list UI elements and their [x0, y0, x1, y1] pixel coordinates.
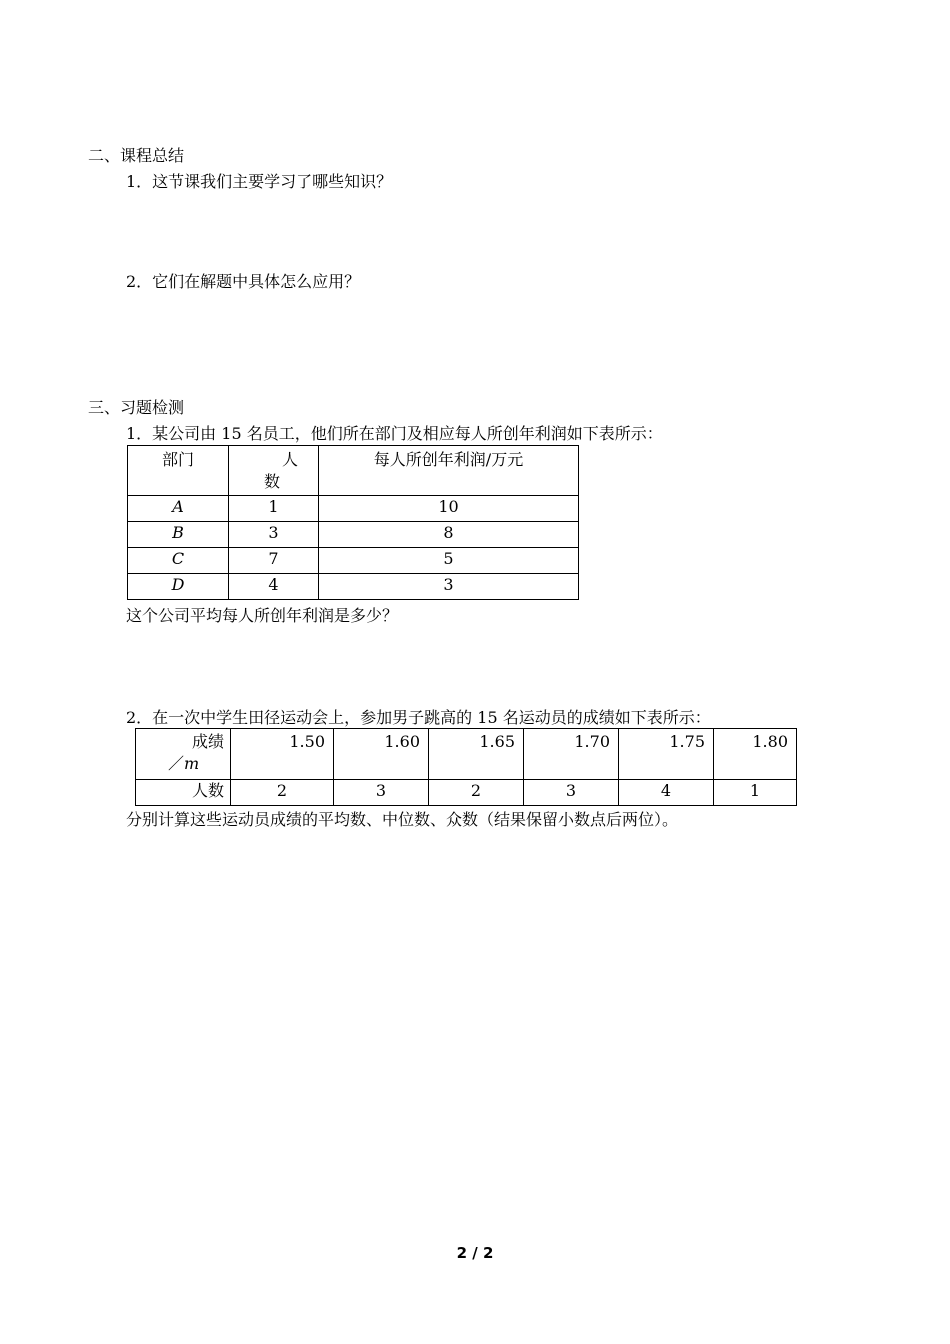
summary-question-2: 2．它们在解题中具体怎么应用？: [126, 272, 361, 291]
problem-2-question: 分别计算这些运动员成绩的平均数、中位数、众数（结果保留小数点后两位）。: [126, 810, 679, 829]
scores-row: [136, 729, 797, 780]
count-cell: 3: [524, 780, 619, 806]
counts-row: [136, 780, 797, 806]
scores-label-slash: ／: [168, 754, 185, 773]
table-row: [128, 522, 579, 548]
count-cell: 1: [714, 780, 797, 806]
count-cell: 3: [334, 780, 429, 806]
profit-dept-cell: D: [128, 574, 229, 600]
profit-header-department: 部门: [128, 446, 229, 496]
section-two-heading: 二、课程总结: [88, 146, 185, 165]
scores-label-line1: 成绩: [191, 732, 224, 751]
score-cell: 1.75: [619, 729, 714, 780]
summary-question-1: 1．这节课我们主要学习了哪些知识？: [126, 172, 393, 191]
score-cell: 1.65: [429, 729, 524, 780]
table-row: [128, 574, 579, 600]
profit-header-people: [229, 446, 319, 496]
table-row: [128, 548, 579, 574]
scores-label-cell: [136, 729, 231, 780]
profit-table-header-row: [128, 446, 579, 496]
counts-label-cell: 人数: [136, 780, 231, 806]
profit-people-cell: 7: [229, 548, 319, 574]
problem-2-intro: 2．在一次中学生田径运动会上，参加男子跳高的 15 名运动员的成绩如下表所示：: [126, 708, 711, 727]
count-cell: 2: [429, 780, 524, 806]
problem-1-question: 这个公司平均每人所创年利润是多少？: [126, 606, 399, 625]
count-cell: 2: [231, 780, 334, 806]
score-cell: 1.50: [231, 729, 334, 780]
scores-label-line2: [136, 753, 230, 775]
section-three-heading: 三、习题检测: [88, 398, 185, 417]
profit-value-cell: 3: [319, 574, 579, 600]
count-cell: 4: [619, 780, 714, 806]
scores-label-unit: m: [184, 754, 200, 773]
table-row: [128, 496, 579, 522]
profit-dept-cell: A: [128, 496, 229, 522]
score-cell: 1.70: [524, 729, 619, 780]
profit-people-cell: 4: [229, 574, 319, 600]
high-jump-table: [135, 728, 797, 806]
profit-table: [127, 445, 579, 600]
page-number: 2 / 2: [456, 1244, 494, 1262]
profit-value-cell: 10: [319, 496, 579, 522]
profit-value-cell: 5: [319, 548, 579, 574]
score-cell: 1.80: [714, 729, 797, 780]
profit-header-profit: 每人所创年利润/万元: [319, 446, 579, 496]
profit-value-cell: 8: [319, 522, 579, 548]
score-cell: 1.60: [334, 729, 429, 780]
profit-header-people-line1: 人: [281, 450, 298, 469]
profit-dept-cell: C: [128, 548, 229, 574]
profit-people-cell: 1: [229, 496, 319, 522]
profit-people-cell: 3: [229, 522, 319, 548]
problem-1-intro: 1．某公司由 15 名员工，他们所在部门及相应每人所创年利润如下表所示：: [126, 424, 663, 443]
profit-header-people-line2: 数: [264, 472, 281, 491]
profit-dept-cell: B: [128, 522, 229, 548]
